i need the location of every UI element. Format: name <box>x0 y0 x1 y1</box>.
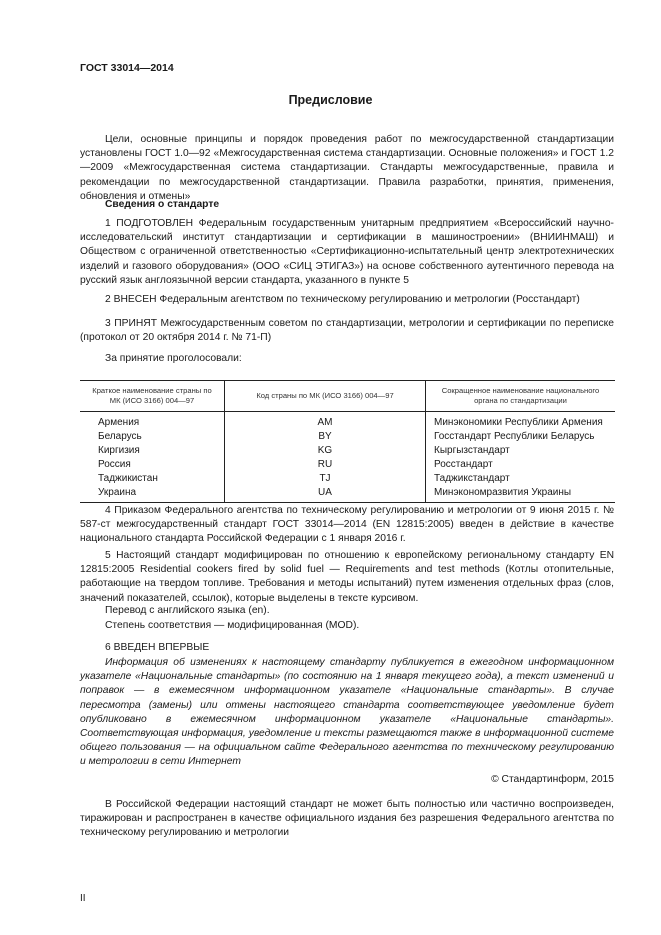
table-row <box>80 486 615 503</box>
header-body: Сокращенное наименование национального органа по стандартизации <box>426 381 616 412</box>
table-row <box>80 472 615 486</box>
country-cell: Киргизия <box>98 445 140 456</box>
item-3-paragraph: 3 ПРИНЯТ Межгосударственным советом по стандартизации, метрологии и сертификации по переписке (протокол от 20 октября 2014 г. № 71-П) <box>80 318 614 344</box>
item-6-info: Информация об изменениях к настоящему стандарту публикуется в ежегодном информационном указателе «Национальные стандарты» (по состоянию на 1 января текущего года), а текст изменений и поправок — в ежемесячном информационном указателе «Национальные стандарты». В случае пересмотра (замены) или отмены настоящего стандарта соответствующее уведомление будет опубликовано в ежемесячном информационном указателе «Национальные стандарты». Соответствующая информация, уведомление и тексты размещаются также в информационной системе общего пользования — на официальном сайте Федерального агентства по техническому регулированию и метрологии в сети Интернет <box>80 657 614 768</box>
degree-note: Степень соответствия — модифицированная (MOD). <box>105 620 360 631</box>
country-cell: Беларусь <box>98 431 142 442</box>
translation-note: Перевод с английского языка (en). <box>105 605 270 616</box>
code-cell: RU <box>225 458 426 472</box>
item-6-heading: 6 ВВЕДЕН ВПЕРВЫЕ <box>105 642 210 653</box>
page-title: Предисловие <box>288 93 373 107</box>
header-code: Код страны по МК (ИСО 3166) 004—97 <box>225 381 426 412</box>
page-number: II <box>80 893 86 904</box>
table-row <box>80 412 615 431</box>
country-cell: Россия <box>98 459 131 470</box>
code-cell: UA <box>225 486 426 503</box>
info-heading: Сведения о стандарте <box>105 199 220 210</box>
code-cell: TJ <box>225 472 426 486</box>
body-cell: Таджикстандарт <box>426 472 616 486</box>
table-row <box>80 430 615 444</box>
intro-paragraph: Цели, основные принципы и порядок проведения работ по межгосударственной стандартизации установлены ГОСТ 1.0—92 «Межгосударственная система стандартизации. Основные положения» и ГОСТ 1.2—2009 «Межгосударственная система стандартизации. Стандарты межгосударственные, правила и рекомендации по межгосударственной стандартизации. Правила разработки, принятия, применения, обновления и отмены» <box>80 134 614 202</box>
table-row <box>80 444 615 458</box>
body-cell: Госстандарт Республики Беларусь <box>426 430 616 444</box>
item-2-paragraph: 2 ВНЕСЕН Федеральным агентством по техническому регулированию и метрологии (Росстандарт) <box>105 294 580 305</box>
country-cell: Таджикистан <box>98 473 158 484</box>
table-row <box>80 458 615 472</box>
country-cell: Украина <box>80 486 225 503</box>
copyright: © Стандартинформ, 2015 <box>491 774 614 785</box>
header-country: Краткое наименование страны по МК (ИСО 3166) 004—97 <box>80 381 225 412</box>
code-cell: BY <box>225 430 426 444</box>
item-5-paragraph: 5 Настоящий стандарт модифицирован по отношению к европейскому региональному стандарту EN 12815:2005 Residential cookers fired by solid fuel — Requirements and test methods (Котлы отопительные, работающие на твердом топливе. Требования и методы испытаний) путем изменения отдельных фраз (слов, значений показателей, ссылок), которые выделены в тексте курсивом. <box>80 550 614 604</box>
voting-table <box>80 380 615 503</box>
country-cell: Армения <box>98 417 140 428</box>
body-cell: Кыргызстандарт <box>426 444 616 458</box>
body-cell: Росстандарт <box>426 458 616 472</box>
item-4-paragraph: 4 Приказом Федерального агентства по техническому регулированию и метрологии от 9 июня 2015 г. № 587-ст межгосударственный стандарт ГОСТ 33014—2014 (EN 12815:2005) введен в действие в качестве национального стандарта Российской Федерации с 1 января 2016 г. <box>80 505 614 545</box>
final-paragraph: В Российской Федерации настоящий стандарт не может быть полностью или частично воспроизведен, тиражирован и распространен в качестве официального издания без разрешения Федерального агентства по техническому регулированию и метрологии <box>80 799 614 839</box>
voted-label: За принятие проголосовали: <box>105 353 242 364</box>
standard-code: ГОСТ 33014—2014 <box>80 62 174 74</box>
table-header-row <box>80 381 615 412</box>
code-cell: KG <box>225 444 426 458</box>
body-cell: Минэкономики Республики Армения <box>426 412 616 431</box>
code-cell: AM <box>225 412 426 431</box>
item-1-paragraph: 1 ПОДГОТОВЛЕН Федеральным государственным унитарным предприятием «Всероссийский научно-исследовательский институт стандартизации и сертификации в машиностроении» (ВНИИНМАШ) и Обществом с ограниченной ответственностью «Сертификационно-испытательный центр электротехнических изделий и газового оборудования» (ООО «СИЦ ЭТИГАЗ») на основе собственного аутентичного перевода на русский язык англоязычной версии стандарта, указанного в пункте 5 <box>80 218 614 286</box>
body-cell: Минэкономразвития Украины <box>426 486 616 503</box>
